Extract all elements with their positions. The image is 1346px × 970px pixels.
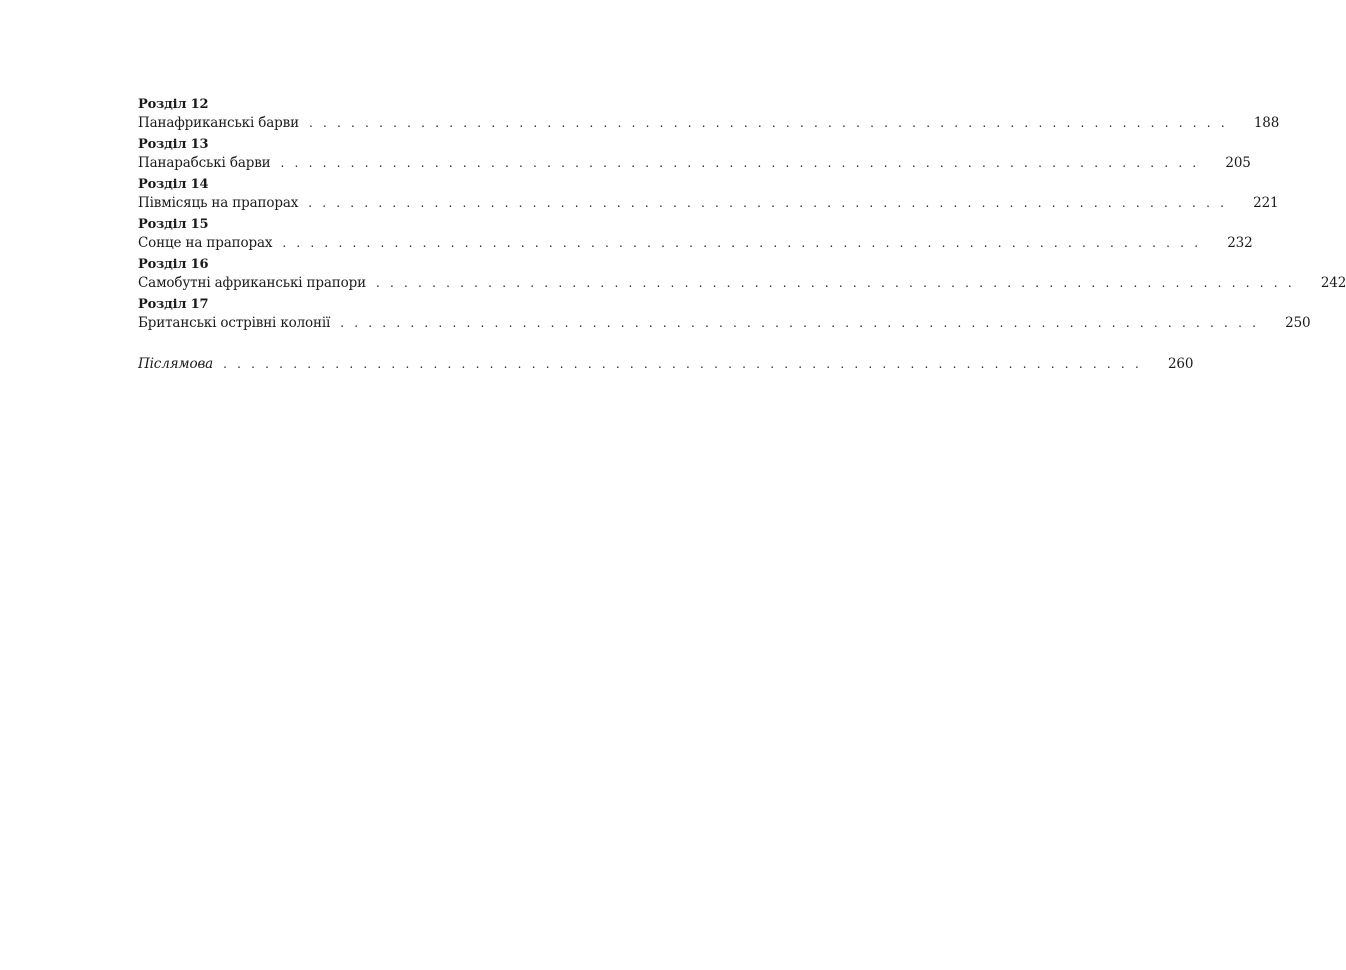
chapter-label: Розділ 17 <box>138 297 209 312</box>
chapter-title: Самобутні африканські прапори <box>138 275 366 291</box>
chapter-label: Розділ 12 <box>138 97 209 112</box>
chapter-title: Британські острівні колонії <box>138 315 331 331</box>
chapter-title: Панарабські барви <box>138 155 271 171</box>
toc-chapter-17 <box>138 296 1311 336</box>
chapter-label: Розділ 16 <box>138 257 209 272</box>
page-number: 250 <box>1285 315 1311 331</box>
toc-entry[interactable] <box>138 234 1253 256</box>
chapter-title: Півмісяць на прапорах <box>138 195 299 211</box>
chapter-label: Розділ 14 <box>138 177 209 192</box>
dot-leader: . . . . . . . . . . . . . . . . . . . . . . . . . . . . . . . . . . . . . . . . . . . . . . . . . . . . . . . . . . . . . . . . . . <box>308 196 1228 210</box>
chapter-label: Розділ 15 <box>138 217 209 232</box>
dot-leader: . . . . . . . . . . . . . . . . . . . . . . . . . . . . . . . . . . . . . . . . . . . . . . . . . . . . . . . . . . . . . . . . . . <box>280 156 1200 170</box>
dot-leader: . . . . . . . . . . . . . . . . . . . . . . . . . . . . . . . . . . . . . . . . . . . . . . . . . . . . . . . . . . . . . . . . . . <box>223 357 1142 371</box>
toc-chapter-12 <box>138 96 1280 136</box>
toc-entry[interactable] <box>138 194 1279 216</box>
dot-leader: . . . . . . . . . . . . . . . . . . . . . . . . . . . . . . . . . . . . . . . . . . . . . . . . . . . . . . . . . . . . . . . . . . <box>308 116 1228 130</box>
afterword-title: Післямова <box>138 356 214 372</box>
table-of-contents <box>138 96 1346 377</box>
chapter-label: Розділ 13 <box>138 137 209 152</box>
dot-leader: . . . . . . . . . . . . . . . . . . . . . . . . . . . . . . . . . . . . . . . . . . . . . . . . . . . . . . . . . . . . . . . . . . <box>375 276 1295 290</box>
toc-chapter-13 <box>138 136 1251 176</box>
toc-chapter-14 <box>138 176 1279 216</box>
toc-entry[interactable] <box>138 154 1251 176</box>
toc-entry[interactable] <box>138 314 1311 336</box>
page-number: 188 <box>1253 115 1280 131</box>
toc-entry[interactable] <box>138 274 1346 296</box>
page-number: 221 <box>1253 195 1279 211</box>
toc-entry[interactable] <box>138 355 1194 377</box>
toc-entry[interactable] <box>138 114 1280 136</box>
toc-afterword <box>138 355 1194 377</box>
page-number: 260 <box>1167 356 1194 372</box>
chapter-title: Сонце на прапорах <box>138 235 273 251</box>
chapter-title: Панафриканські барви <box>138 115 299 131</box>
page-number: 205 <box>1225 155 1251 171</box>
dot-leader: . . . . . . . . . . . . . . . . . . . . . . . . . . . . . . . . . . . . . . . . . . . . . . . . . . . . . . . . . . . . . . . . . . <box>340 316 1260 330</box>
page-number: 242 <box>1320 275 1346 291</box>
toc-chapter-16 <box>138 256 1346 296</box>
dot-leader: . . . . . . . . . . . . . . . . . . . . . . . . . . . . . . . . . . . . . . . . . . . . . . . . . . . . . . . . . . . . . . . . . . <box>282 236 1202 250</box>
page-number: 232 <box>1227 235 1253 251</box>
toc-chapter-15 <box>138 216 1253 256</box>
